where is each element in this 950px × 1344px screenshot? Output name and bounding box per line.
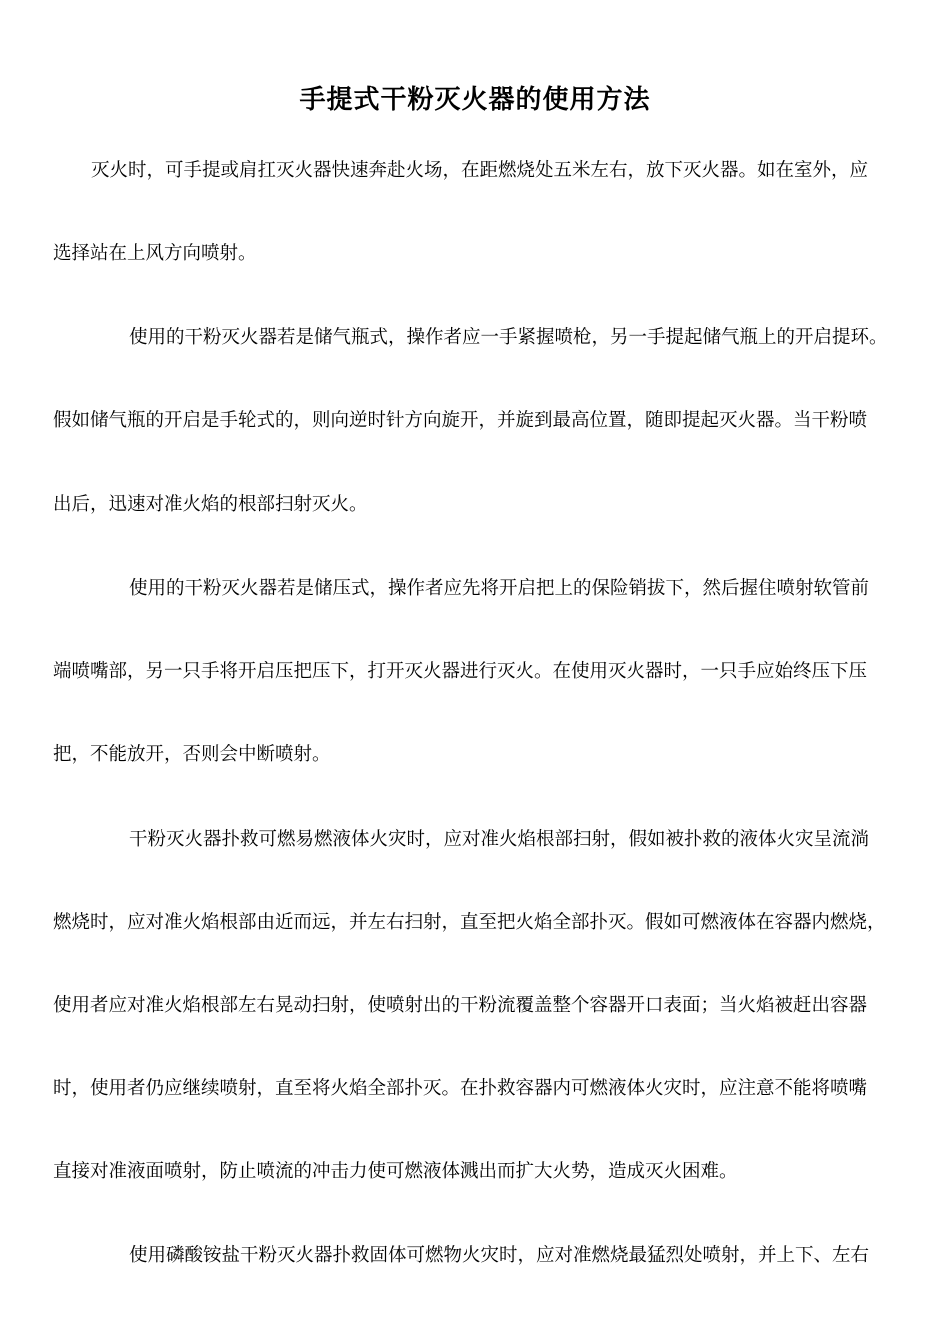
paragraph-4-line-5: 直接对准液面喷射，防止喷流的冲击力使可燃液体溅出而扩大火势，造成灭火困难。	[53, 1161, 738, 1182]
paragraph-4-line-2: 燃烧时，应对准火焰根部由近而远，并左右扫射，直至把火焰全部扑灭。假如可燃液体在容器内燃烧，	[53, 912, 886, 933]
paragraph-1-line-1: 灭火时，可手提或肩扛灭火器快速奔赴火场，在距燃烧处五米左右，放下灭火器。如在室外，应	[91, 160, 869, 181]
paragraph-3-line-1: 使用的干粉灭火器若是储压式，操作者应先将开启把上的保险销拔下，然后握住喷射软管前	[129, 578, 870, 599]
paragraph-1-line-2: 选择站在上风方向喷射。	[53, 243, 257, 264]
paragraph-4-line-1: 干粉灭火器扑救可燃易燃液体火灾时，应对准火焰根部扫射，假如被扑救的液体火灾呈流淌	[129, 829, 870, 850]
paragraph-4-line-3: 使用者应对准火焰根部左右晃动扫射，使喷射出的干粉流覆盖整个容器开口表面；当火焰被赶出容器	[53, 995, 868, 1016]
paragraph-5-line-1: 使用磷酸铵盐干粉灭火器扑救固体可燃物火灾时，应对准燃烧最猛烈处喷射，并上下、左右	[129, 1245, 870, 1266]
paragraph-4-line-4: 时，使用者仍应继续喷射，直至将火焰全部扑灭。在扑救容器内可燃液体火灾时，应注意不能将喷嘴	[53, 1078, 868, 1099]
paragraph-2-line-3: 出后，迅速对准火焰的根部扫射灭火。	[53, 494, 368, 515]
paragraph-3-line-2: 端喷嘴部，另一只手将开启压把压下，打开灭火器进行灭火。在使用灭火器时，一只手应始终压下压	[53, 661, 868, 682]
paragraph-2-line-2: 假如储气瓶的开启是手轮式的，则向逆时针方向旋开，并旋到最高位置，随即提起灭火器。当干粉喷	[53, 410, 868, 431]
paragraph-3-line-3: 把，不能放开，否则会中断喷射。	[53, 744, 331, 765]
document-title: 手提式干粉灭火器的使用方法	[299, 85, 651, 115]
paragraph-2-line-1: 使用的干粉灭火器若是储气瓶式，操作者应一手紧握喷枪，另一手提起储气瓶上的开启提环。	[129, 327, 888, 348]
